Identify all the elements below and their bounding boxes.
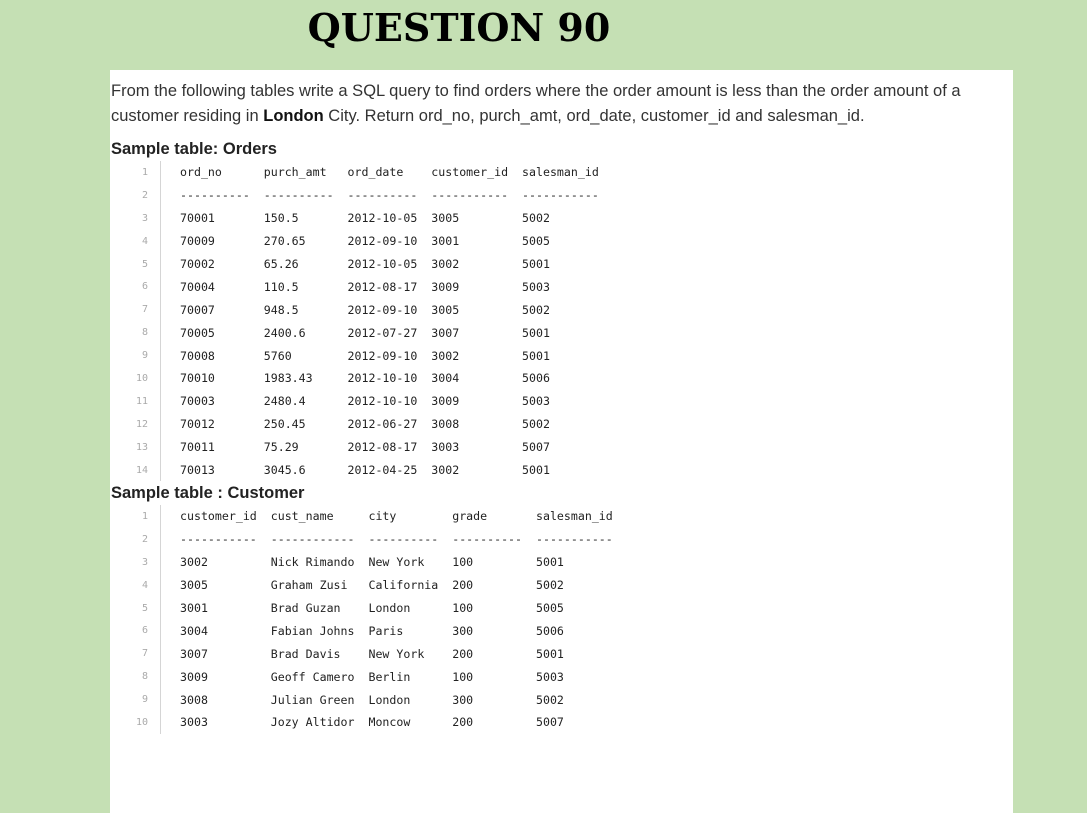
- line-number: 11: [125, 390, 161, 413]
- orders-code-row: [125, 207, 685, 230]
- code-line: 70003 2480.4 2012-10-10 3009 5003: [180, 394, 550, 409]
- customer-code-row: [125, 505, 685, 528]
- line-number: 8: [125, 321, 161, 344]
- code-line: ord_no purch_amt ord_date customer_id salesman_id: [180, 165, 599, 180]
- line-number: 6: [125, 275, 161, 298]
- code-line: 3009 Geoff Camero Berlin 100 5003: [180, 669, 564, 684]
- line-number: 14: [125, 459, 161, 482]
- orders-code-row: [125, 321, 685, 344]
- line-number: 13: [125, 436, 161, 459]
- code-line: 70004 110.5 2012-08-17 3009 5003: [180, 279, 550, 294]
- code-line: 3002 Nick Rimando New York 100 5001: [180, 555, 564, 570]
- line-number: 10: [125, 711, 161, 734]
- orders-heading: Sample table: Orders: [111, 140, 277, 158]
- question-text: [111, 79, 1001, 129]
- code-line: 70002 65.26 2012-10-05 3002 5001: [180, 257, 550, 271]
- orders-code-row: [125, 390, 685, 413]
- code-line: 3005 Graham Zusi California 200 5002: [180, 578, 564, 593]
- code-line: 70009 270.65 2012-09-10 3001 5005: [180, 234, 550, 249]
- orders-code-row: [125, 436, 685, 459]
- line-number: 12: [125, 413, 161, 436]
- line-number: 4: [125, 230, 161, 253]
- orders-code-row: [125, 230, 685, 253]
- orders-code-row: [125, 184, 685, 207]
- orders-code-row: [125, 367, 685, 390]
- code-line: customer_id cust_name city grade salesman_id: [180, 509, 613, 524]
- code-line: 70013 3045.6 2012-04-25 3002 5001: [180, 463, 550, 478]
- code-line: 70012 250.45 2012-06-27 3008 5002: [180, 417, 550, 432]
- line-number: 9: [125, 688, 161, 711]
- customer-code-row: [125, 597, 685, 620]
- line-number: 8: [125, 665, 161, 688]
- line-number: 3: [125, 551, 161, 574]
- line-number: 2: [125, 528, 161, 551]
- code-line: 3003 Jozy Altidor Moncow 200 5007: [180, 715, 564, 730]
- code-line: 3008 Julian Green London 300 5002: [180, 692, 564, 707]
- line-number: 7: [125, 642, 161, 665]
- orders-code-row: [125, 344, 685, 367]
- orders-code-block: [125, 161, 685, 481]
- customer-code-row: [125, 528, 685, 551]
- line-number: 1: [125, 161, 161, 184]
- line-number: 3: [125, 207, 161, 230]
- customer-heading: Sample table : Customer: [111, 484, 305, 502]
- orders-code-row: [125, 413, 685, 436]
- line-number: 7: [125, 298, 161, 321]
- orders-code-row: [125, 298, 685, 321]
- customer-code-row: [125, 619, 685, 642]
- customer-code-block: [125, 505, 685, 734]
- code-line: 3004 Fabian Johns Paris 300 5006: [180, 623, 564, 638]
- question-panel: [110, 70, 1013, 813]
- code-line: 70011 75.29 2012-08-17 3003 5007: [180, 440, 550, 455]
- code-line: ----------- ------------ ---------- ---------- -----------: [180, 532, 613, 547]
- customer-code-row: [125, 551, 685, 574]
- code-line: 70001 150.5 2012-10-05 3005 5002: [180, 211, 550, 226]
- line-number: 1: [125, 505, 161, 528]
- question-text-part2: City. Return ord_no, purch_amt, ord_date, customer_id and salesman_id.: [323, 107, 865, 125]
- question-text-part1: From the following tables write a SQL query to find orders where the order amount is less than the order amount of a customer residing in: [111, 82, 961, 125]
- code-line: 3001 Brad Guzan London 100 5005: [180, 601, 564, 615]
- page-title: QUESTION 90: [307, 5, 611, 50]
- orders-code-row: [125, 161, 685, 184]
- customer-code-row: [125, 665, 685, 688]
- customer-code-row: [125, 642, 685, 665]
- line-number: 9: [125, 344, 161, 367]
- customer-code-row: [125, 688, 685, 711]
- code-line: 3007 Brad Davis New York 200 5001: [180, 646, 564, 661]
- code-line: 70010 1983.43 2012-10-10 3004 5006: [180, 371, 550, 386]
- orders-code-row: [125, 275, 685, 298]
- line-number: 10: [125, 367, 161, 390]
- line-number: 2: [125, 184, 161, 207]
- code-line: 70008 5760 2012-09-10 3002 5001: [180, 348, 550, 363]
- orders-code-row: [125, 459, 685, 482]
- line-number: 5: [125, 597, 161, 620]
- line-number: 6: [125, 619, 161, 642]
- customer-code-row: [125, 711, 685, 734]
- line-number: 5: [125, 253, 161, 276]
- line-number: 4: [125, 574, 161, 597]
- question-text-bold: London: [263, 107, 324, 125]
- code-line: 70007 948.5 2012-09-10 3005 5002: [180, 302, 550, 317]
- customer-code-row: [125, 574, 685, 597]
- code-line: ---------- ---------- ---------- ----------- -----------: [180, 188, 599, 203]
- code-line: 70005 2400.6 2012-07-27 3007 5001: [180, 325, 550, 340]
- orders-code-row: [125, 253, 685, 276]
